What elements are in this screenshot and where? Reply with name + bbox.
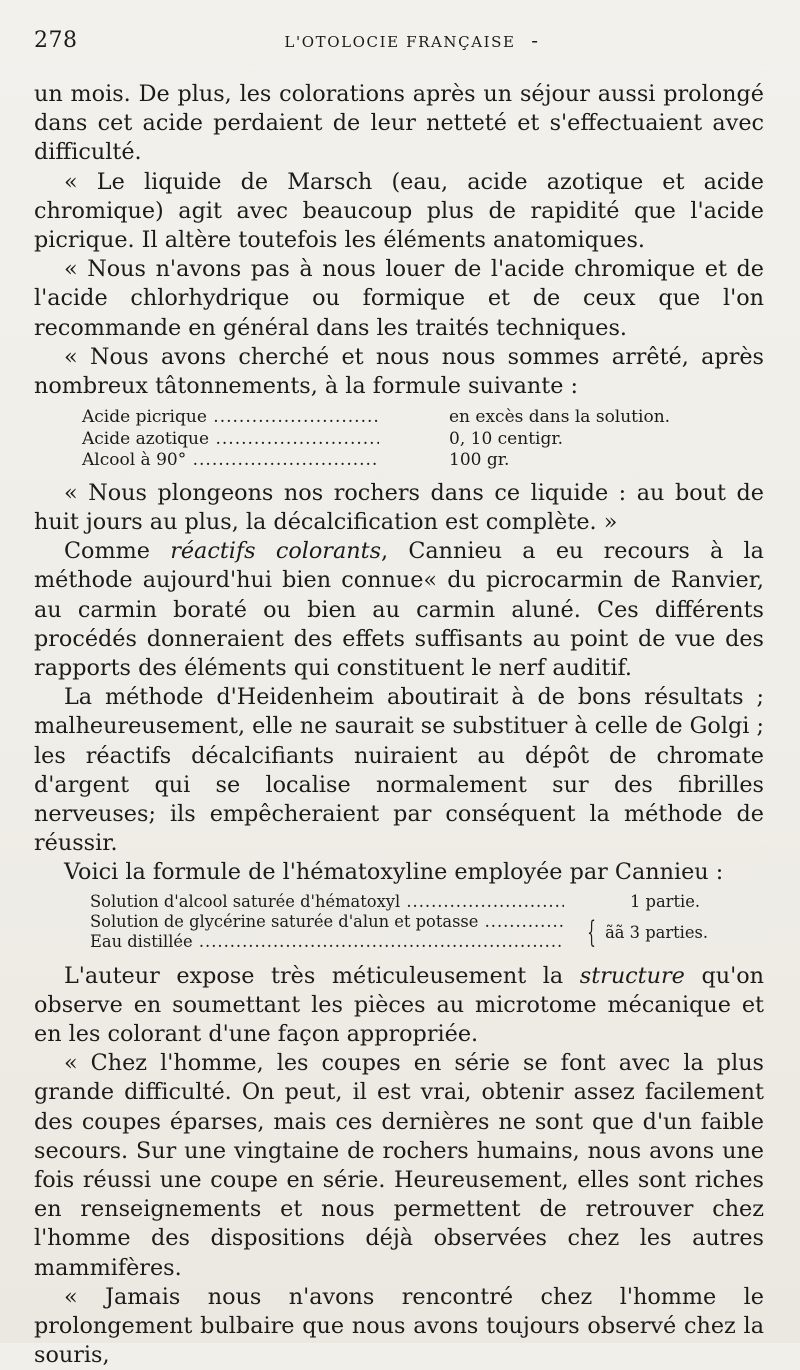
formula-ingredient: Eau distillée (90, 931, 193, 951)
paragraph-1: un mois. De plus, les colorations après un séjour aussi prolongé dans cet acide perdaient de leur netteté et s'effectuaient avec difficulté. (34, 81, 764, 166)
paragraph-8: Voici la formule de l'hématoxyline employée par Cannieu : (64, 859, 724, 886)
formula-row (34, 892, 764, 912)
formula-ingredient: Alcool à 90° (82, 450, 187, 471)
header-dash: - (531, 28, 538, 52)
formula-brace-group (582, 912, 708, 954)
formula-row (34, 429, 764, 451)
picric-formula (34, 407, 764, 472)
formula-amount: 0, 10 centigr. (449, 428, 564, 449)
formula-row (34, 407, 764, 429)
paragraph-5: « Nous plongeons nos rochers dans ce liquide : au bout de huit jours au plus, la décalcification est complète. » (34, 479, 764, 535)
paragraph-11: « Jamais nous n'avons rencontré chez l'homme le prolongement bulbaire que nous avons toujours observé chez la souris, (34, 1283, 764, 1369)
paragraph-2: « Le liquide de Marsch (eau, acide azotique et acide chromique) agit avec beaucoup plus de rapidité que l'acide picrique. Il altère toutefois les éléments anatomiques. (34, 168, 764, 254)
formula-ingredient: Acide picrique (82, 407, 207, 428)
paragraph-10: « Chez l'homme, les coupes en série se font avec la plus grande difficulté. On peut, il est vrai, obtenir assez facilement des coupes éparses, mais ces dernières ne sont que d'un faible secours. Sur une vingtaine de rochers humains, nous avons une fois réussi une coupe en série. Heureusement, elles sont riches en renseignements et nous permettent de retrouver chez l'homme des dispositions déjà observées chez les autres mammifères. (34, 1050, 764, 1281)
formula-amount: en excès dans la solution. (449, 407, 671, 428)
formula-ingredient: Acide azotique (82, 428, 210, 449)
italic-term: réactifs colorants (170, 538, 382, 565)
paragraph-9: L'auteur expose très méticuleusement la structure qu'on observe en soumettant les pièces au microtome mécanique et en les colorant d'une façon appropriée. (34, 962, 764, 1047)
brace-glyph: { (587, 914, 596, 950)
formula-amount: ãã 3 parties. (605, 922, 709, 942)
body-text (34, 80, 764, 1370)
page-header (34, 28, 766, 58)
running-title: L'OTOLOCIE FRANÇAISE (284, 33, 516, 51)
hematoxylin-formula (34, 892, 764, 952)
paragraph-4: « Nous avons cherché et nous nous sommes arrêté, après nombreux tâtonnements, à la formule suivante : (34, 343, 764, 400)
formula-row (34, 450, 764, 472)
page-number: 278 (34, 28, 78, 53)
formula-ingredient: Solution d'alcool saturée d'hématoxyl (90, 891, 401, 911)
formula-ingredient: Solution de glycérine saturée d'alun et potasse (90, 911, 479, 931)
formula-amount: 100 gr. (449, 450, 510, 471)
paragraph-7: La méthode d'Heidenheim aboutirait à de bons résultats ; malheureusement, elle ne saurait se substituer à celle de Golgi ; les réactifs décalcifiants nuiraient au dépôt de chromate d'argent qui se localise normalement sur des fibrilles nerveuses; ils empêcheraient par conséquent la méthode de réussir. (34, 684, 764, 857)
italic-term: structure (579, 962, 685, 989)
formula-amount: 1 partie. (630, 891, 701, 911)
paragraph-6: Comme réactifs colorants, Cannieu a eu recours à la méthode aujourd'hui bien connue« du picrocarmin de Ranvier, au carmin boraté ou bien au carmin aluné. Ces différents procédés donneraient des effets suffisants au point de vue des rapports des éléments qui constituent le nerf auditif. (34, 538, 764, 681)
paragraph-3: « Nous n'avons pas à nous louer de l'acide chromique et de l'acide chlorhydrique ou formique et de ceux que l'on recommande en général dans les traités techniques. (34, 256, 764, 341)
